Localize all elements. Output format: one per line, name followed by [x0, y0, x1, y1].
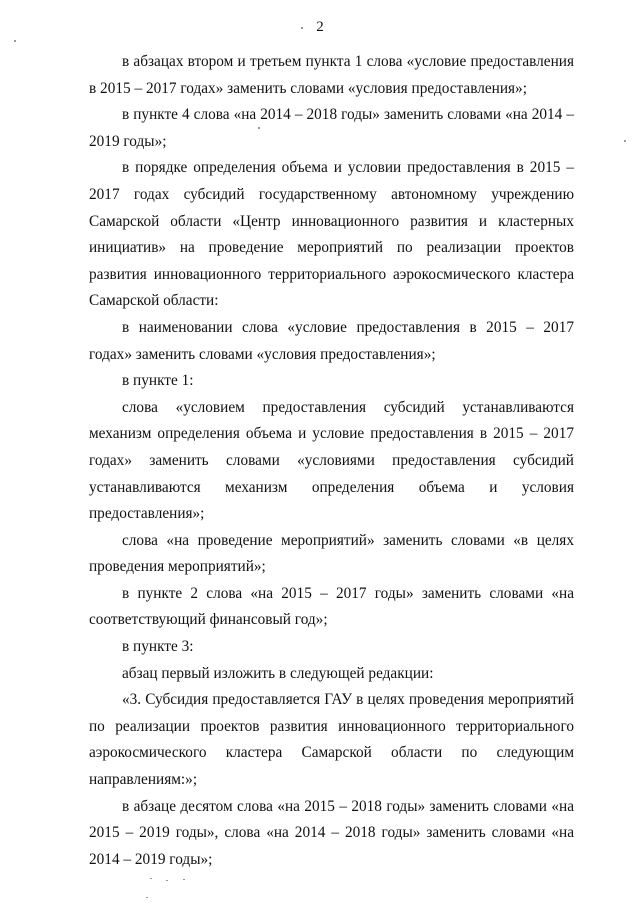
paragraph-3: в порядке определения объема и условии предоставления в 2015 – 2017 годах субсидий государственному автономному учреждению Самарской области «Центр инновационного развития и кластерных инициатив» на проведение мероприятий по реализации проектов развития инновационного территориального аэрокосмического кластера Самарской области: — [89, 159, 574, 310]
scan-speck — [624, 140, 626, 142]
paragraph-12: в абзаце десятом слова «на 2015 – 2018 годы» заменить словами «на 2015 – 2019 годы», слова «на 2014 – 2018 годы» заменить словами «на 2014 – 2019 годы»; — [89, 797, 574, 868]
scan-speck — [166, 880, 168, 881]
paragraph-10: абзац первый изложить в следующей редакции: — [122, 664, 434, 682]
scan-speck — [146, 897, 148, 898]
paragraph-8: в пункте 2 слова «на 2015 – 2017 годы» заменить словами «на соответствующий финансовый год»; — [89, 584, 574, 629]
scan-speck — [14, 40, 16, 42]
scan-speck — [258, 127, 260, 129]
document-body — [89, 49, 574, 873]
paragraph-4: в наименовании слова «условие предоставления в 2015 – 2017 годах» заменить словами «условия предоставления»; — [89, 318, 574, 363]
scan-speck — [301, 27, 303, 29]
paragraph-9: в пункте 3: — [122, 638, 194, 656]
scan-speck — [150, 878, 152, 879]
paragraph-1: в абзацах втором и третьем пункта 1 слова «условие предоставления в 2015 – 2017 годах» заменить словами «условия предоставления»; — [89, 53, 574, 97]
paragraph-5: в пункте 1: — [122, 372, 194, 390]
paragraph-7: слова «на проведение мероприятий» заменить словами «в целях проведения мероприятий»; — [89, 531, 574, 576]
scan-speck — [183, 879, 185, 880]
paragraph-6: слова «условием предоставления субсидий устанавливаются механизм определения объема и условие предоставления в 2015 – 2017 годах» заменить словами «условиями предоставления субсидий устанавливаются механизм определения объема и условия предоставления»; — [89, 398, 574, 523]
paragraph-11: «3. Субсидия предоставляется ГАУ в целях проведения мероприятий по реализации проектов развития инновационного территориального аэрокосмического кластера Самарской области по следующим направлениям:»; — [89, 691, 574, 789]
page-number: 2 — [316, 19, 324, 35]
paragraph-2: в пункте 4 слова «на 2014 – 2018 годы» заменить словами «на 2014 – 2019 годы»; — [89, 106, 574, 150]
